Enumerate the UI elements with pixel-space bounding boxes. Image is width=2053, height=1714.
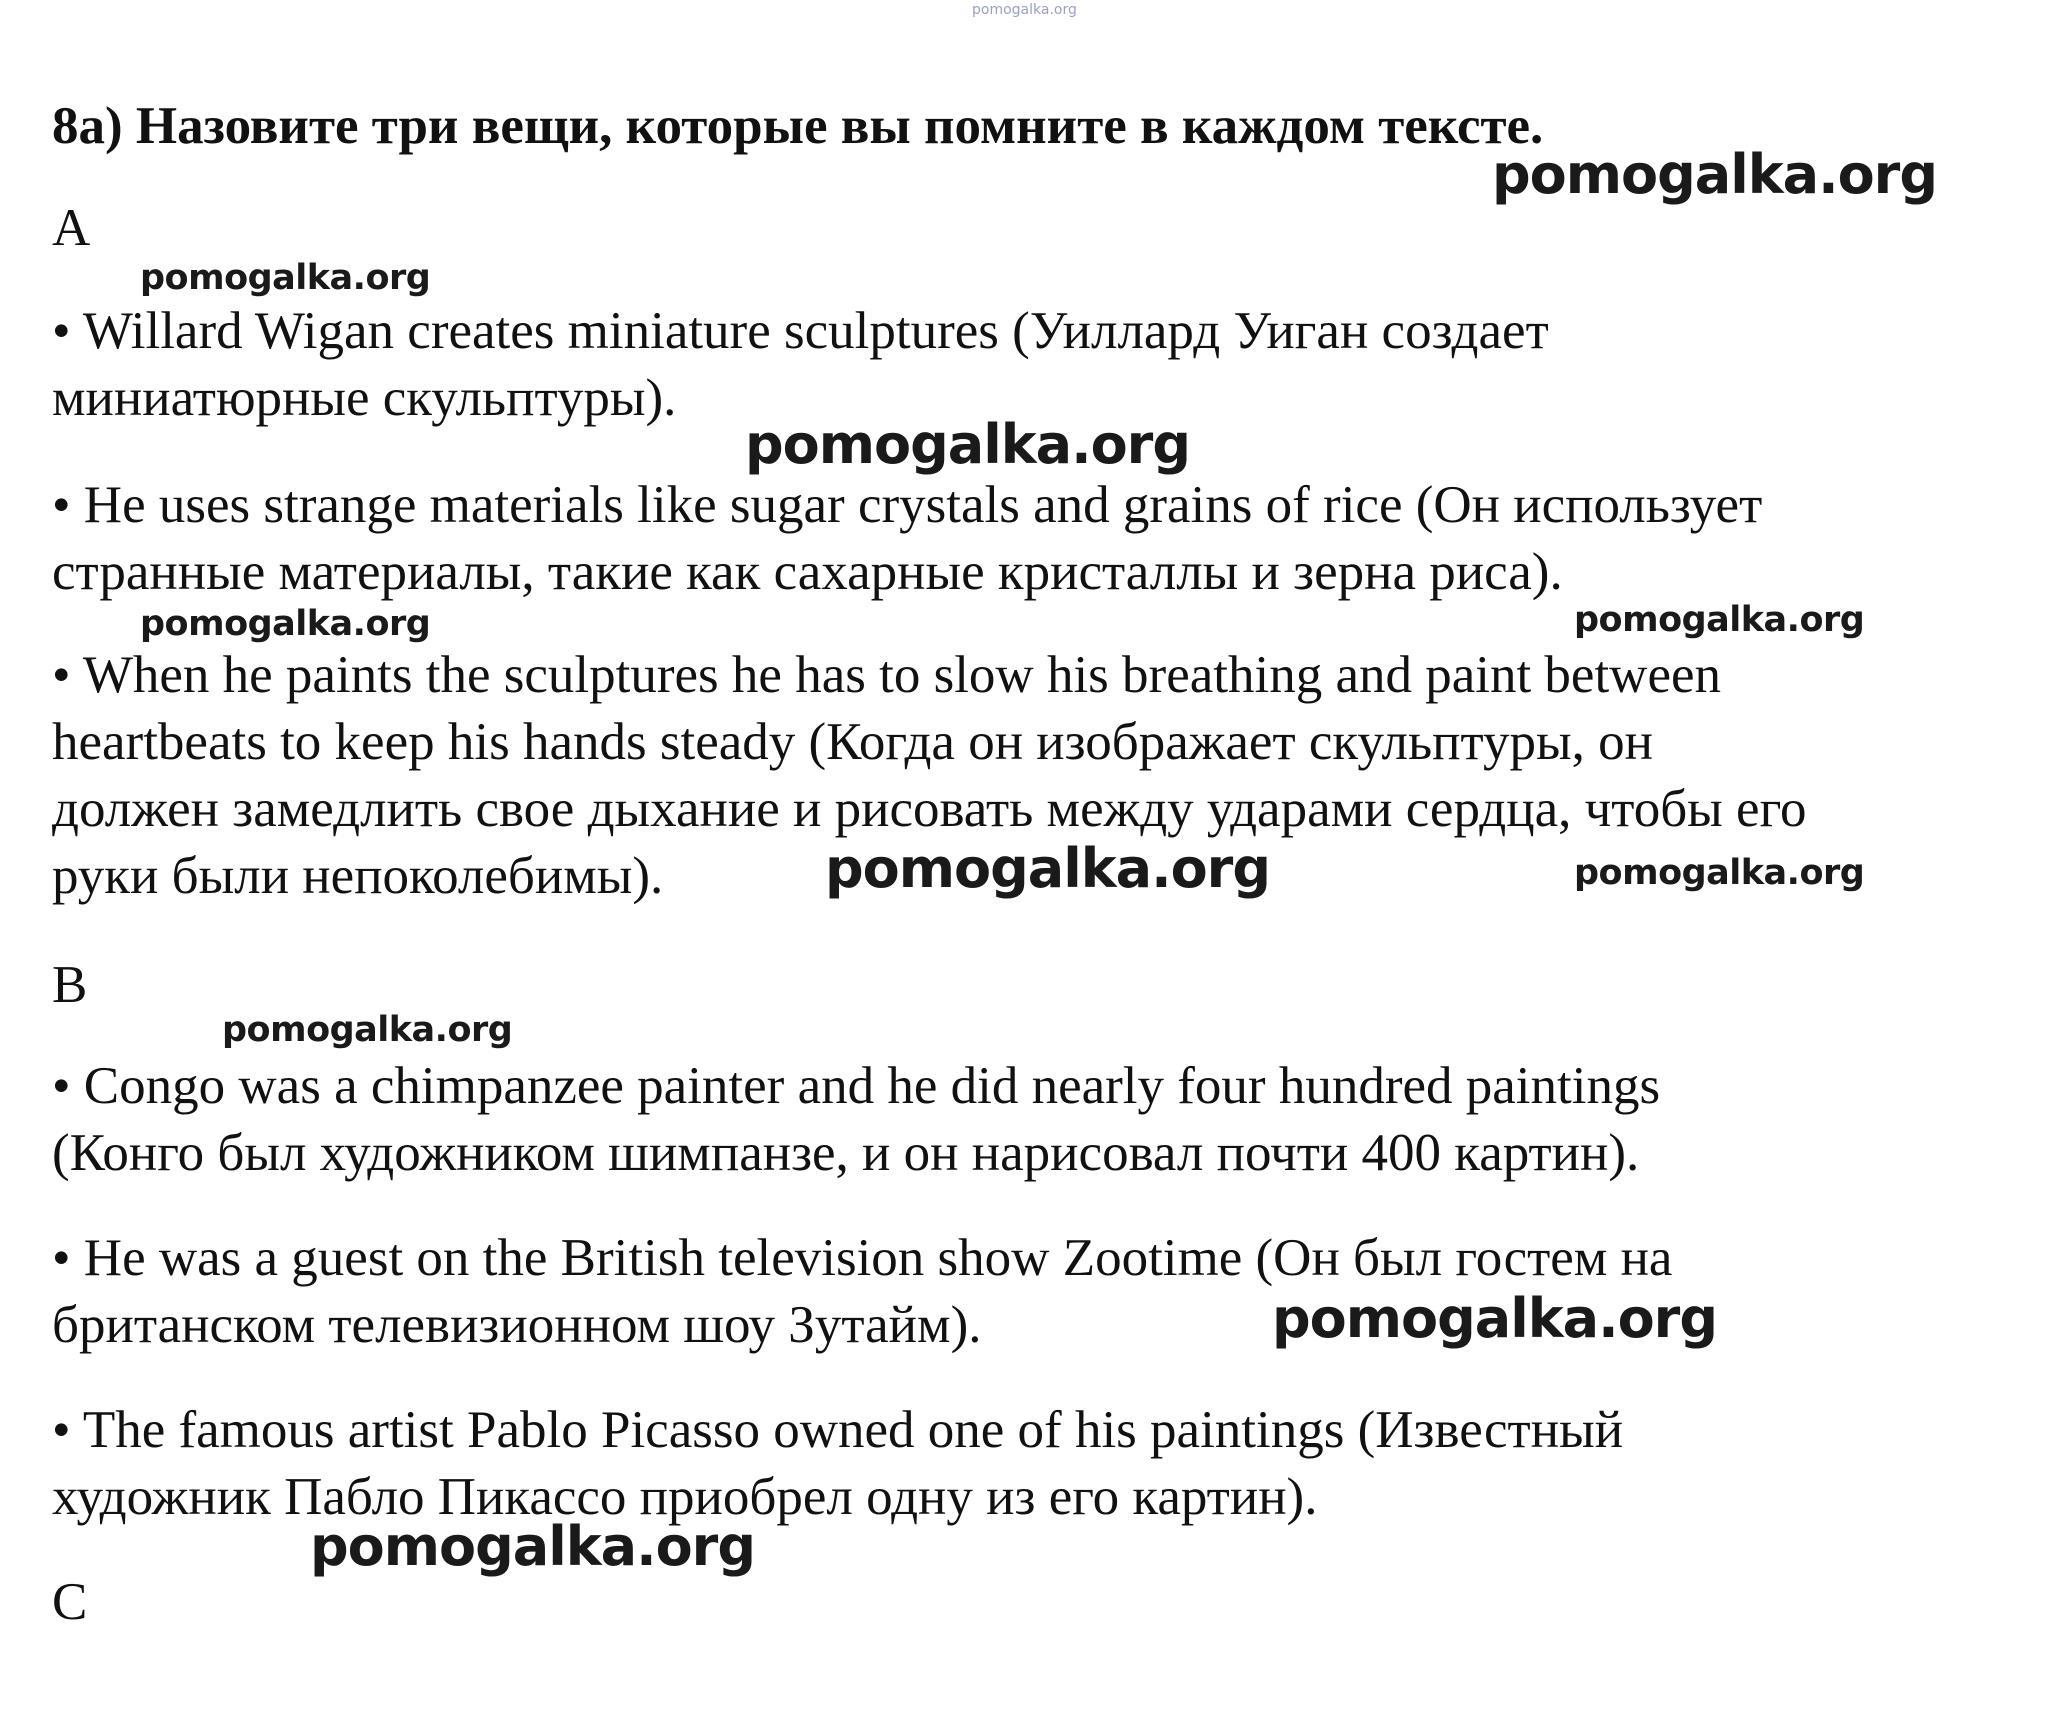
watermark-top: pomogalka.org: [972, 2, 1077, 18]
item-line: • Willard Wigan creates miniature sculptures (Уиллард Уиган создает: [52, 302, 1549, 360]
watermark: pomogalka.org: [825, 837, 1270, 900]
item-line: • The famous artist Pablo Picasso owned one of his paintings (Известный: [52, 1401, 1624, 1459]
item-line: художник Пабло Пикассо приобрел одну из его картин).: [52, 1468, 1318, 1526]
item-line: heartbeats to keep his hands steady (Когда он изображает скульптуры, он: [52, 713, 1653, 771]
item-line: странные материалы, такие как сахарные кристаллы и зерна риса).: [52, 543, 1563, 601]
item-line: (Конго был художником шимпанзе, и он нарисовал почти 400 картин).: [52, 1124, 1640, 1182]
watermark: pomogalka.org: [140, 258, 431, 298]
item-line: • He uses strange materials like sugar crystals and grains of rice (Он использует: [52, 476, 1763, 534]
watermark: pomogalka.org: [1574, 853, 1865, 893]
item-line: миниатюрные скульптуры).: [52, 369, 677, 427]
item-line: • He was a guest on the British television show Zootime (Он был гостем на: [52, 1229, 1673, 1287]
list-item: [52, 1053, 1660, 1187]
list-item: [52, 472, 1762, 606]
section-letter-a: A: [52, 199, 91, 257]
watermark: pomogalka.org: [222, 1010, 513, 1050]
item-line: • Congo was a chimpanzee painter and he did nearly four hundred paintings: [52, 1057, 1661, 1115]
list-item: [52, 298, 1549, 432]
watermark: pomogalka.org: [140, 604, 431, 644]
page-title: 8a) Назовите три вещи, которые вы помните в каждом тексте.: [52, 97, 1544, 155]
list-item: [52, 1397, 1623, 1531]
item-line: должен замедлить свое дыхание и рисовать между ударами сердца, чтобы его: [52, 780, 1807, 838]
watermark: pomogalka.org: [1492, 143, 1937, 206]
watermark: pomogalka.org: [1272, 1287, 1717, 1350]
section-letter-b: B: [52, 956, 88, 1014]
watermark: pomogalka.org: [745, 413, 1190, 476]
watermark: pomogalka.org: [310, 1515, 755, 1578]
item-line: руки были непоколебимы).: [52, 847, 664, 905]
item-line: британском телевизионном шоу Зутайм).: [52, 1296, 982, 1354]
watermark: pomogalka.org: [1574, 600, 1865, 640]
item-line: • When he paints the sculptures he has to slow his breathing and paint between: [52, 646, 1722, 704]
section-letter-c: C: [52, 1573, 88, 1631]
